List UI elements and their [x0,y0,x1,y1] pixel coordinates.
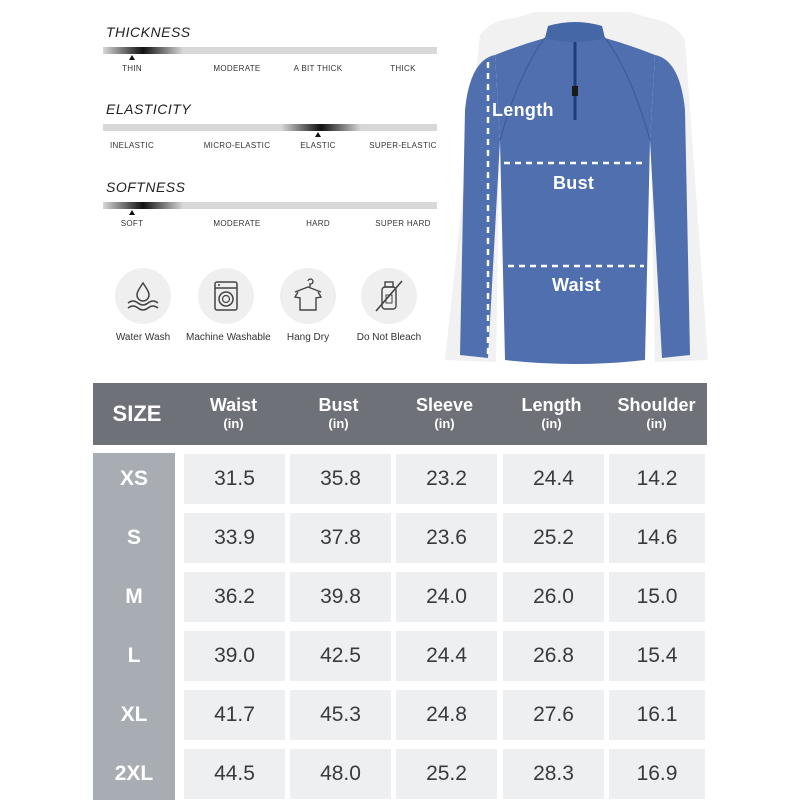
attribute-level-label: ELASTIC [300,141,336,150]
column-header-bust [286,383,391,445]
attribute-level-label: SUPER HARD [375,219,431,228]
column-name: Waist [209,395,258,415]
caret-up-icon [315,132,321,137]
garment-illustration [440,0,710,375]
table-cell: 16.1 [609,690,705,740]
table-cell: 15.0 [609,572,705,622]
column-unit: (in) [541,416,562,431]
table-cell: 15.4 [609,631,705,681]
size-label: S [126,526,141,549]
table-cell: 24.8 [396,690,497,740]
table-cell: 33.9 [184,513,285,563]
table-cell: 26.8 [503,631,604,681]
caret-up-icon [129,55,135,60]
table-cell: 48.0 [290,749,391,799]
table-cell: 24.4 [396,631,497,681]
table-cell: 31.5 [184,454,285,504]
attribute-title: SOFTNESS [106,179,186,195]
attribute-title: ELASTICITY [106,101,192,117]
column-header-sleeve [392,383,497,445]
water-wash-icon [115,268,171,324]
column-name: Sleeve [415,395,474,415]
table-cell: 24.4 [503,454,604,504]
table-cell: 39.8 [290,572,391,622]
column-name: Length [521,395,582,415]
size-label: XS [119,467,148,490]
bust-label: Bust [553,173,595,193]
attribute-level-label: MODERATE [213,219,261,228]
attribute-elasticity [100,101,440,161]
table-cell: 14.6 [609,513,705,563]
attribute-level-label: THIN [122,64,142,73]
column-header-waist [181,383,286,445]
attribute-title: THICKNESS [106,24,191,40]
size-header: SIZE [112,401,162,426]
do-not-bleach-icon [361,268,417,324]
care-item-do-not-bleach [349,268,429,343]
care-label: Do Not Bleach [356,332,422,343]
length-label: Length [492,100,554,120]
table-cell: 35.8 [290,454,391,504]
table-cell: 23.2 [396,454,497,504]
attribute-scale-marker [103,47,183,54]
table-cell: 25.2 [396,749,497,799]
attribute-level-label: MODERATE [213,64,261,73]
care-label: Machine Washable [186,332,271,343]
attribute-level-label: A BIT THICK [293,64,343,73]
table-cell: 41.7 [184,690,285,740]
machine-washable-icon [198,268,254,324]
table-cell: 16.9 [609,749,705,799]
attribute-thickness [100,24,440,84]
table-cell: 24.0 [396,572,497,622]
table-cell: 27.6 [503,690,604,740]
waist-label: Waist [552,275,601,295]
hang-dry-icon [280,268,336,324]
column-unit: (in) [328,416,349,431]
table-cell: 45.3 [290,690,391,740]
attribute-level-label: INELASTIC [109,141,155,150]
table-cell: 39.0 [184,631,285,681]
care-label: Hang Dry [286,332,330,343]
column-header-length [499,383,604,445]
table-cell: 37.8 [290,513,391,563]
care-item-hang-dry [268,268,348,343]
column-name: Bust [318,395,359,415]
table-cell: 14.2 [609,454,705,504]
table-cell: 26.0 [503,572,604,622]
column-unit: (in) [646,416,667,431]
column-name: Shoulder [617,395,696,415]
size-label: L [127,644,141,667]
attribute-scale-bar [103,124,437,131]
table-header [93,383,707,445]
care-item-water-wash [103,268,183,343]
attribute-scale-bar [103,202,437,209]
attribute-scale-marker [281,124,361,131]
attribute-level-label: SUPER-ELASTIC [369,141,437,150]
attribute-level-label: THICK [390,64,416,73]
attribute-level-label: MICRO-ELASTIC [203,141,271,150]
size-label: XL [120,703,148,726]
attribute-scale-bar [103,47,437,54]
column-unit: (in) [434,416,455,431]
attribute-softness [100,179,440,239]
table-cell: 44.5 [184,749,285,799]
care-label: Water Wash [115,332,171,343]
column-header-shoulder [606,383,707,445]
size-label: 2XL [114,762,154,785]
size-chart-table [93,383,707,800]
table-cell: 36.2 [184,572,285,622]
attribute-scale-marker [103,202,183,209]
table-cell: 42.5 [290,631,391,681]
care-item-machine-washable [186,268,271,343]
table-cell: 28.3 [503,749,604,799]
caret-up-icon [129,210,135,215]
table-cell: 25.2 [503,513,604,563]
table-cell: 23.6 [396,513,497,563]
attribute-level-label: HARD [306,219,330,228]
attribute-level-label: SOFT [120,219,144,228]
size-label: M [125,585,143,608]
column-unit: (in) [223,416,244,431]
